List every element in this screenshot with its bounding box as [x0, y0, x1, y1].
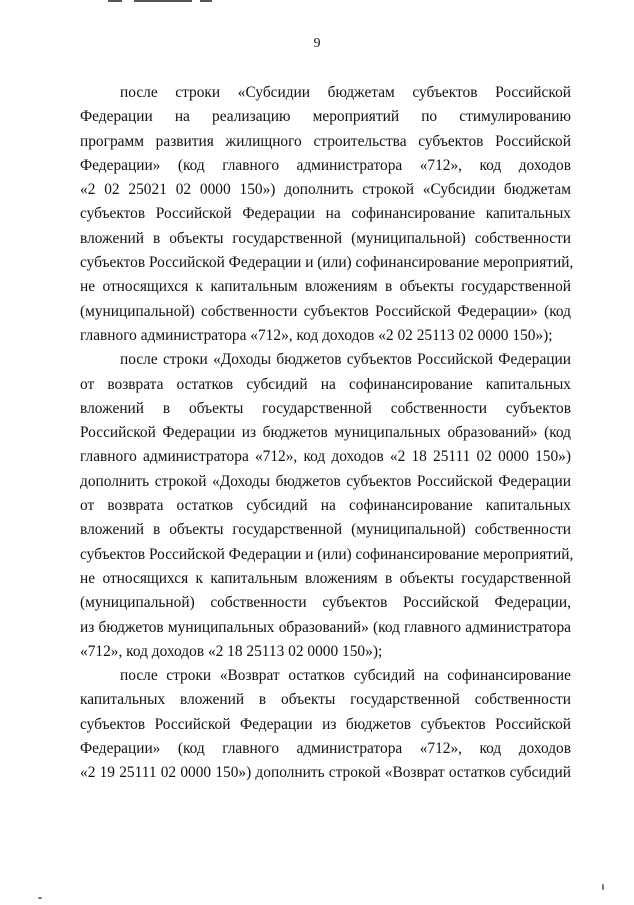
text-line: главного администратора «712», код доходов «2 18 25111 02 0000 150») — [80, 448, 571, 466]
text-line: дополнить строкой «Доходы бюджетов субъектов Российской Федерации — [80, 472, 571, 490]
text-line: программ развития жилищного строительства субъектов Российской — [80, 132, 571, 150]
page-number: 9 — [313, 36, 321, 51]
text-line: «2 02 25021 02 0000 150») дополнить строкой «Субсидии бюджетам — [80, 181, 571, 199]
text-line: вложений в объекты государственной собственности субъектов — [80, 399, 571, 417]
text-line: после строки «Субсидии бюджетам субъектов Российской — [120, 84, 571, 101]
text-line: из бюджетов муниципальных образований» (код главного администратора — [80, 618, 571, 636]
text-line: Федерации» (код главного администратора «712», код доходов — [80, 740, 571, 758]
text-line: субъектов Российской Федерации на софинансирование капитальных — [80, 205, 571, 223]
text-line: вложений в объекты государственной (муниципальной) собственности — [80, 521, 571, 539]
text-line: Российской Федерации из бюджетов муниципальных образований» (код — [80, 424, 571, 442]
text-line: Федерации» (код главного администратора «712», код доходов — [80, 156, 571, 174]
text-line: (муниципальной) собственности субъектов Российской Федерации» (код — [80, 302, 571, 320]
text-line: «712», код доходов «2 18 25113 02 0000 150»); — [80, 642, 383, 660]
document-body — [80, 81, 574, 786]
text-line: субъектов Российской Федерации из бюджетов субъектов Российской — [80, 715, 571, 733]
text-line: после строки «Возврат остатков субсидий на софинансирование — [120, 667, 571, 685]
scan-speck — [602, 884, 604, 890]
text-line: (муниципальной) собственности субъектов Российской Федерации, — [80, 594, 571, 612]
paragraph-2 — [80, 348, 574, 664]
text-line: от возврата остатков субсидий на софинансирование капитальных — [80, 375, 571, 393]
text-line: главного администратора «712», код доходов «2 02 25113 02 0000 150»); — [80, 326, 553, 344]
text-line: субъектов Российской Федерации и (или) софинансирование мероприятий, — [80, 545, 574, 563]
text-line: капитальных вложений в объекты государственной собственности — [80, 691, 571, 709]
text-line: не относящихся к капитальным вложениям в объекты государственной — [80, 569, 571, 587]
scan-speck — [38, 897, 42, 899]
scan-edge-marks — [108, 0, 228, 3]
text-line: от возврата остатков субсидий на софинансирование капитальных — [80, 497, 571, 515]
text-line: вложений в объекты государственной (муниципальной) собственности — [80, 229, 571, 247]
text-line: не относящихся к капитальным вложениям в объекты государственной — [80, 278, 571, 296]
paragraph-1 — [80, 81, 574, 348]
text-line: субъектов Российской Федерации и (или) софинансирование мероприятий, — [80, 254, 574, 272]
paragraph-3 — [80, 664, 571, 785]
text-line: «2 19 25111 02 0000 150») дополнить строкой «Возврат остатков субсидий — [80, 764, 571, 782]
text-line: после строки «Доходы бюджетов субъектов Российской Федерации — [120, 351, 571, 369]
text-line: Федерации на реализацию мероприятий по стимулированию — [80, 108, 571, 126]
